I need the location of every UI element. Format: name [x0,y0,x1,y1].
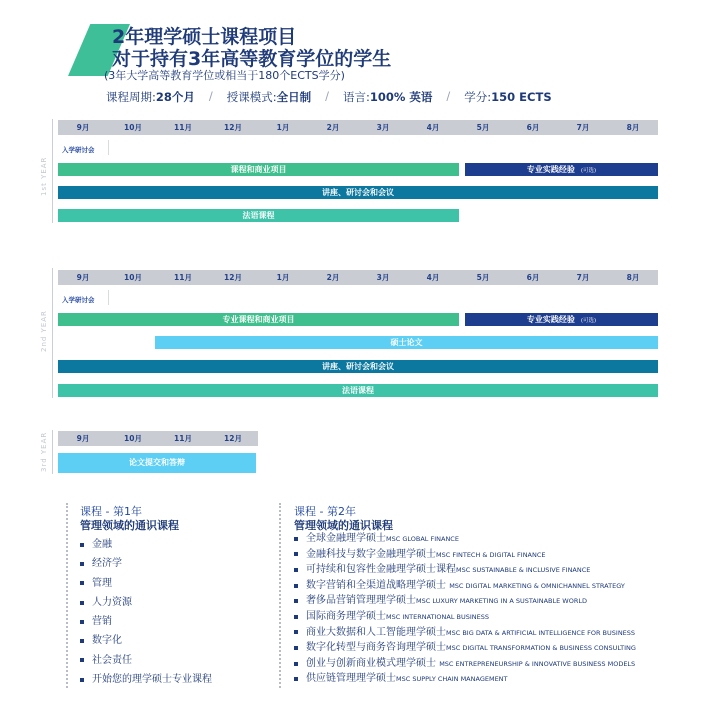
intro-seminar-label: 入学研讨会 [62,146,95,154]
year3-label: 3rd YEAR [40,431,48,472]
month-label: 4月 [426,123,440,132]
list-item: 商业大数据和人工智能理学硕士MSC BIG DATA & ARTIFICIAL INTELLIGENCE FOR BUSINESS [294,625,636,641]
month-label: 11月 [174,123,192,132]
month-label: 6月 [526,273,540,282]
month-label: 7月 [576,273,590,282]
month-label: 4月 [426,273,440,282]
intro-divider [108,140,109,155]
list-item: 人力资源 [80,593,212,612]
list-item: 金融 [80,535,212,554]
timeline-bar-thesis-defense: 论文提交和答辩 [58,453,256,473]
year2-label: 2nd YEAR [40,310,48,352]
column-divider [279,503,281,688]
year3-month-bar [58,431,258,446]
year1-curriculum-subheading: 管理领域的通识课程 [80,519,179,532]
list-item: 营销 [80,612,212,631]
list-item: 社会责任 [80,651,212,670]
month-label: 10月 [124,123,142,132]
fact-duration: 课程周期:28个月 [106,90,195,104]
list-item: 金融科技与数字金融理学硕士MSC FINTECH & DIGITAL FINANCE [294,547,636,563]
list-item: 数字化转型与商务咨询理学硕士MSC DIGITAL TRANSFORMATION & BUSINESS CONSULTING [294,640,636,656]
month-label: 6月 [526,123,540,132]
year1-axis-line [52,119,53,223]
page-subtitle: (3年大学高等教育学位或相当于180个ECTS学分) [104,69,345,82]
month-label: 11月 [174,273,192,282]
intro-seminar-label: 入学研讨会 [62,296,95,304]
timeline-bar-thesis: 硕士论文 [155,336,658,349]
page-title: 2年理学硕士课程项目 [112,26,297,48]
month-label: 12月 [224,434,242,443]
month-label: 3月 [376,273,390,282]
list-item: 国际商务理学硕士MSC INTERNATIONAL BUSINESS [294,609,636,625]
program-facts [106,89,552,105]
column-divider [66,503,68,688]
year2-curriculum-subheading: 管理领域的通识课程 [294,519,393,532]
year3-axis-line [52,430,53,474]
month-label: 3月 [376,123,390,132]
month-label: 8月 [626,273,640,282]
list-item: 全球金融理学硕士MSC GLOBAL FINANCE [294,531,636,547]
fact-credits: 学分:150 ECTS [464,90,552,104]
list-item: 创业与创新商业模式理学硕士 MSC ENTREPRENEURSHIP & INNOVATIVE BUSINESS MODELS [294,656,636,672]
fact-separator: / [208,89,213,103]
timeline-bar-courses: 课程和商业项目 [58,163,459,176]
timeline-bar-lectures: 讲座、研讨会和会议 [58,186,658,199]
year2-curriculum-heading: 课程 - 第2年 [294,505,356,518]
fact-separator: / [446,89,451,103]
month-label: 7月 [576,123,590,132]
list-item: 管理 [80,574,212,593]
month-label: 5月 [476,123,490,132]
month-label: 1月 [276,123,290,132]
fact-language: 语言:100% 英语 [343,90,433,104]
year1-curriculum-heading: 课程 - 第1年 [80,505,142,518]
fact-separator: / [325,89,330,103]
month-label: 10月 [124,434,142,443]
year1-label: 1st YEAR [40,156,48,196]
list-item: 数字化 [80,631,212,650]
year2-axis-line [52,268,53,398]
timeline-bar-specialized-courses: 专业课程和商业项目 [58,313,459,326]
year1-month-bar [58,120,658,135]
month-label: 9月 [76,434,90,443]
page-title-line2: 对于持有3年高等教育学位的学生 [112,48,392,70]
year2-month-bar [58,270,658,285]
list-item: 供应链管理理学硕士MSC SUPPLY CHAIN MANAGEMENT [294,671,636,687]
month-label: 8月 [626,123,640,132]
list-item: 经济学 [80,554,212,573]
timeline-bar-internship: 专业实践经验 (可选) [465,163,658,176]
month-label: 2月 [326,123,340,132]
list-item: 可持续和包容性金融理学硕士课程MSC SUSTAINABLE & INCLUSIVE FINANCE [294,562,636,578]
list-item: 开始您的理学硕士专业课程 [80,670,212,689]
month-label: 2月 [326,273,340,282]
intro-divider [108,290,109,305]
timeline-bar-french: 法语课程 [58,209,459,222]
month-label: 10月 [124,273,142,282]
timeline-bar-lectures: 讲座、研讨会和会议 [58,360,658,373]
month-label: 1月 [276,273,290,282]
fact-mode: 授课模式:全日制 [226,90,312,104]
month-label: 9月 [76,273,90,282]
list-item: 奢侈品营销管理理学硕士MSC LUXURY MARKETING IN A SUSTAINABLE WORLD [294,593,636,609]
month-label: 9月 [76,123,90,132]
year2-program-list [294,531,636,687]
year1-course-list [80,535,212,689]
list-item: 数字营销和全渠道战略理学硕士 MSC DIGITAL MARKETING & OMNICHANNEL STRATEGY [294,578,636,594]
month-label: 12月 [224,123,242,132]
month-label: 12月 [224,273,242,282]
timeline-bar-internship: 专业实践经验 (可选) [465,313,658,326]
month-label: 5月 [476,273,490,282]
month-label: 11月 [174,434,192,443]
timeline-bar-french: 法语课程 [58,384,658,397]
